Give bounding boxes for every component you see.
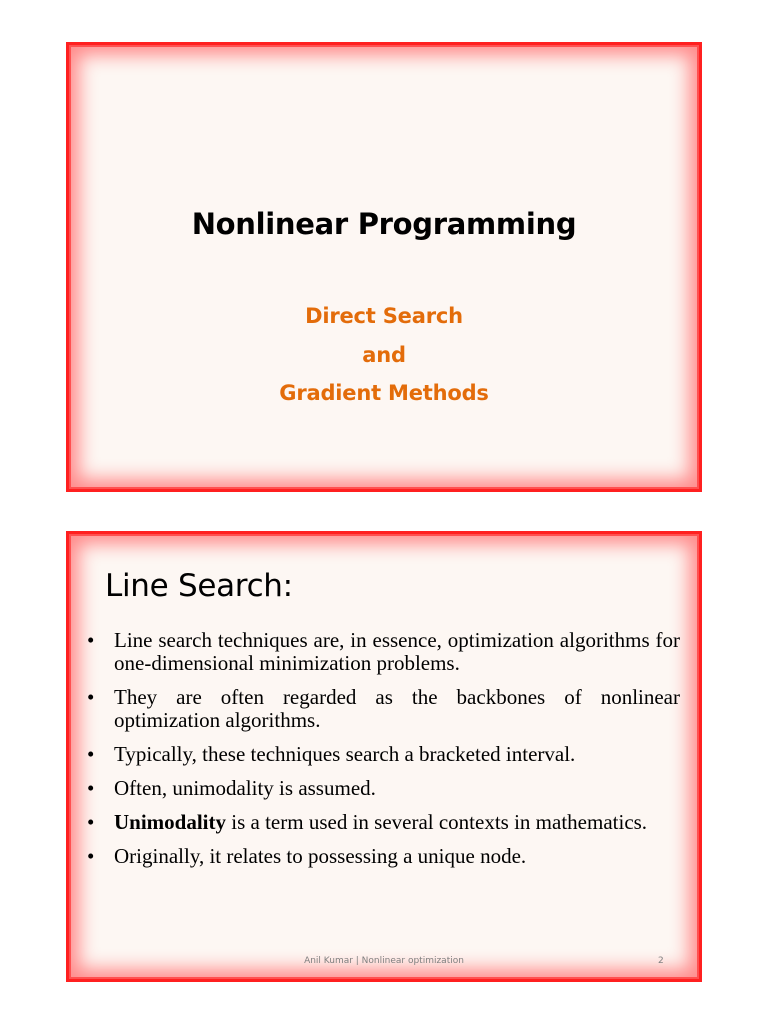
subtitle-line-3: Gradient Methods — [279, 381, 489, 405]
bullet-item-5 — [87, 811, 680, 834]
bullet-marker: • — [87, 776, 95, 800]
slide-title: Nonlinear Programming — [191, 207, 577, 241]
page-number: 2 — [658, 956, 664, 966]
bullet-marker: • — [87, 810, 95, 834]
bold-term: Unimodality — [114, 810, 227, 834]
bullet-item-1 — [87, 629, 680, 675]
bullet-marker: • — [87, 628, 95, 652]
bullet-text: Originally, it relates to possessing a unique node. — [114, 844, 527, 868]
bullet-marker: • — [87, 742, 95, 766]
title-slide — [66, 42, 702, 492]
bullet-list — [87, 629, 680, 879]
bullet-text: is a term used in several contexts in mathematics. — [226, 810, 648, 834]
bullet-text: They are often regarded as the backbones of nonlinear optimization algorithms. — [114, 685, 680, 732]
bullet-item-3 — [87, 743, 680, 766]
bullet-item-4 — [87, 777, 680, 800]
slide-footer: Anil Kumar | Nonlinear optimization — [304, 956, 464, 966]
bullet-item-6 — [87, 845, 680, 868]
bullet-marker: • — [87, 844, 95, 868]
line-search-slide — [66, 531, 702, 982]
bullet-text: Line search techniques are, in essence, optimization algorithms for one-dimensional minimization problems. — [114, 628, 680, 675]
bullet-marker: • — [87, 685, 95, 709]
subtitle-line-2: and — [362, 342, 406, 367]
bullet-item-2 — [87, 686, 680, 732]
section-heading: Line Search: — [105, 568, 293, 604]
bullet-text: Typically, these techniques search a bracketed interval. — [114, 742, 576, 766]
subtitle-line-1: Direct Search — [305, 304, 463, 328]
slide-subtitle — [69, 297, 699, 413]
bullet-text: Often, unimodality is assumed. — [114, 776, 376, 800]
